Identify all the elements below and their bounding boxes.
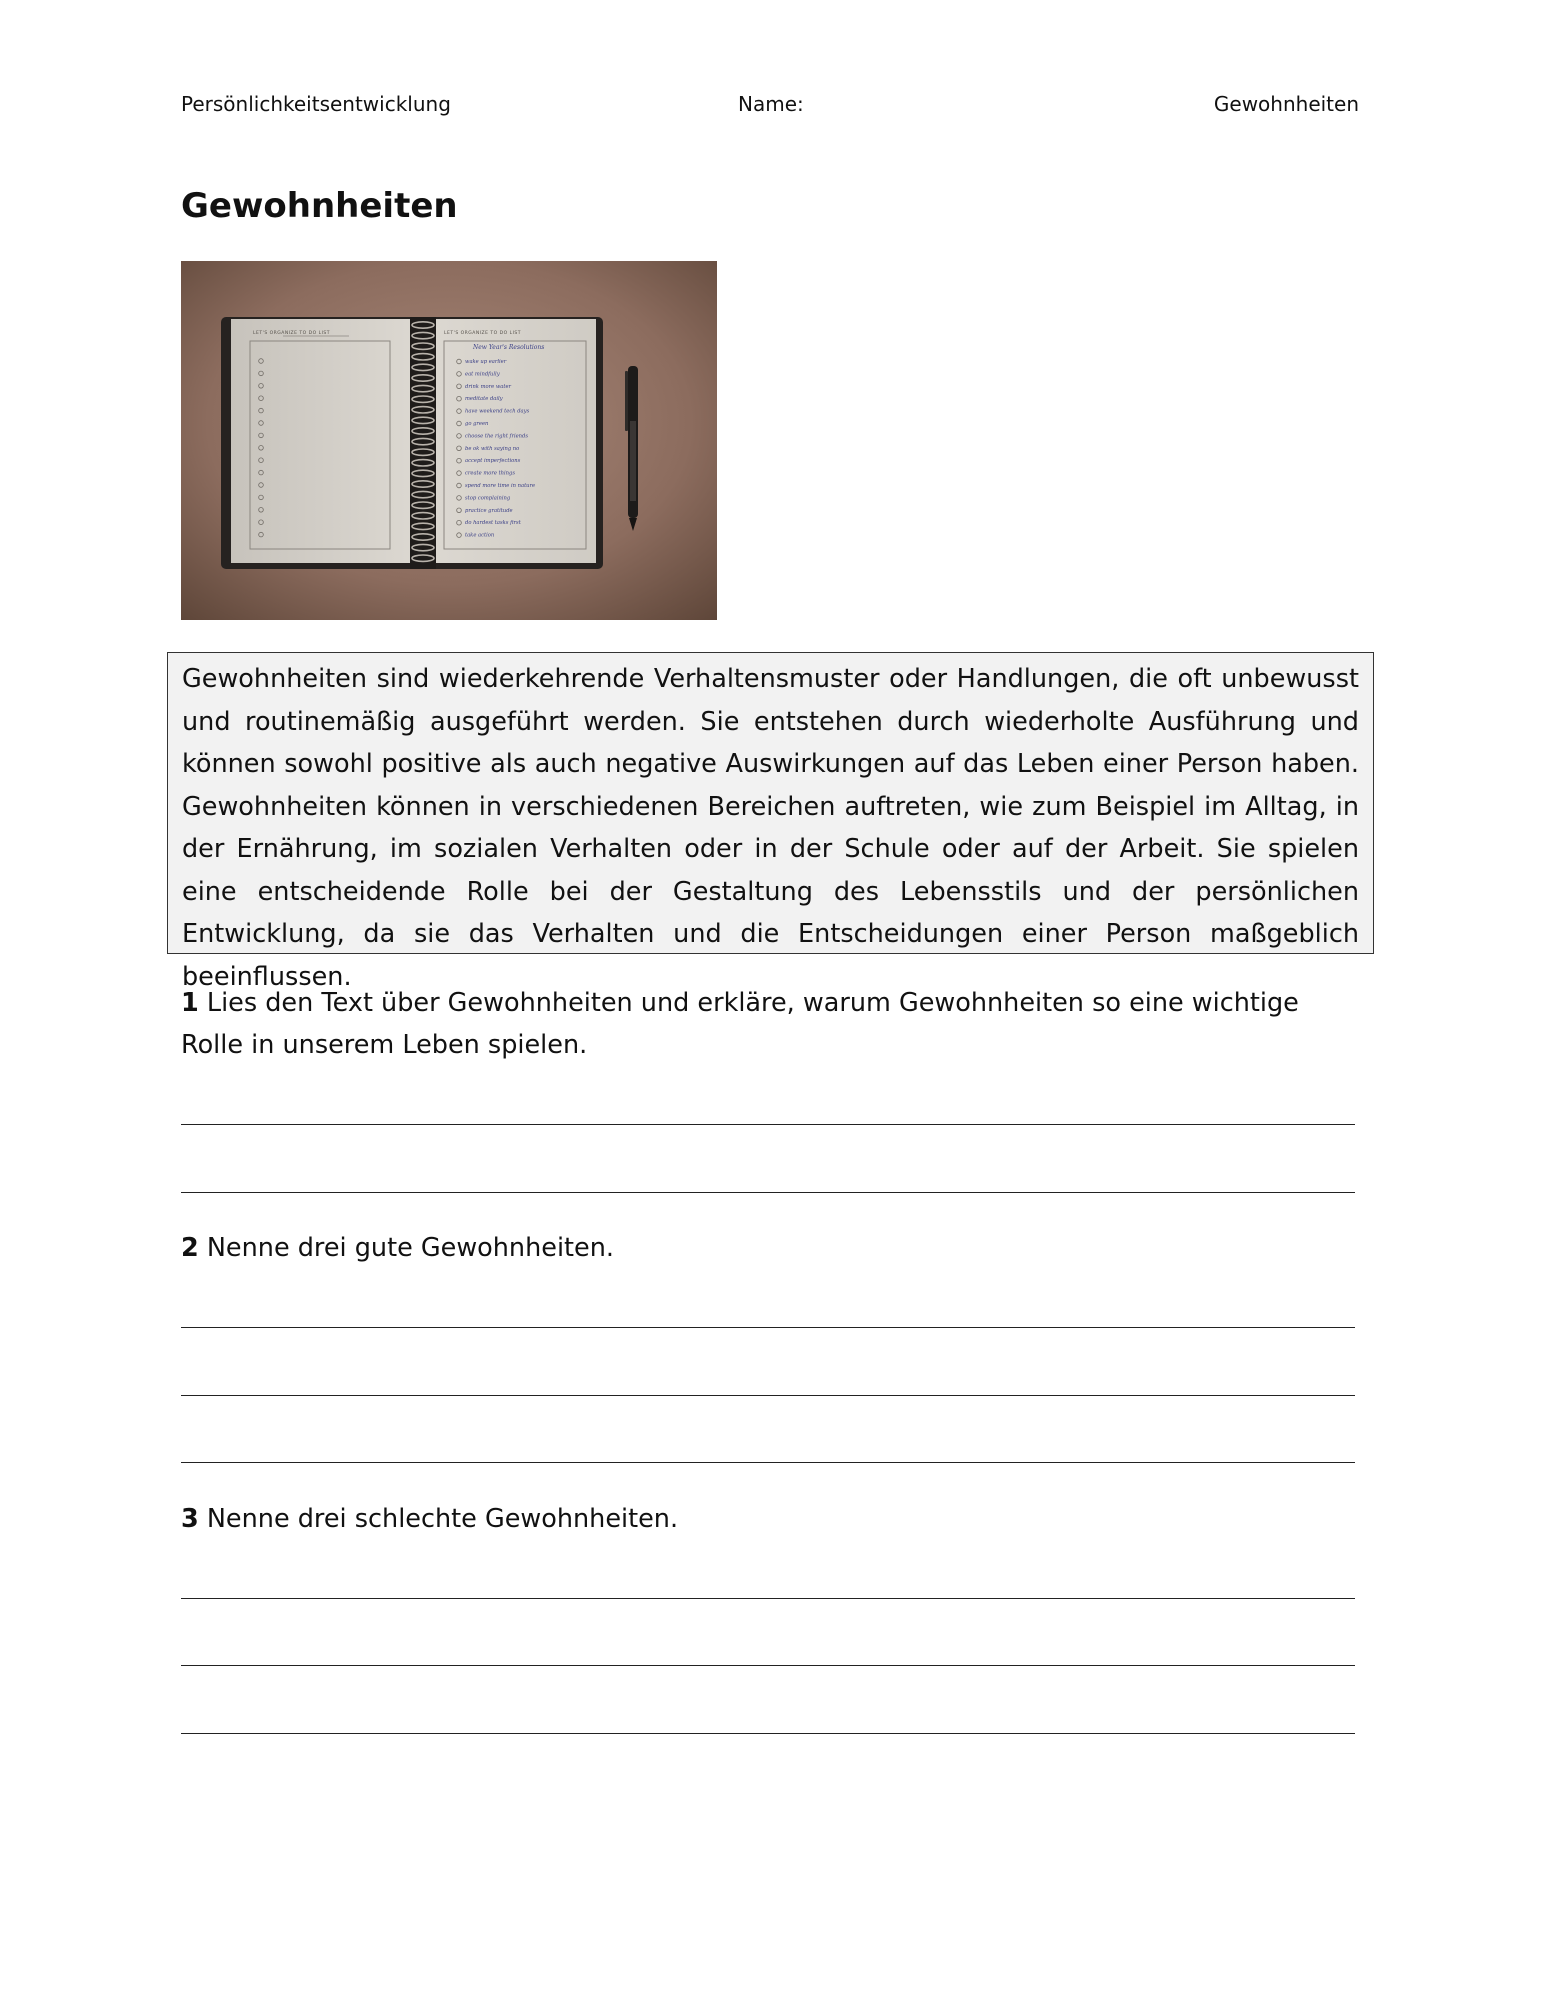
- photo-list-item: meditate daily: [465, 396, 503, 403]
- task-3: [181, 1498, 1361, 1540]
- photo-list-title: New Year's Resolutions: [473, 344, 545, 351]
- answer-line-2-3[interactable]: [181, 1462, 1355, 1463]
- header-subject: Persönlichkeitsentwicklung: [181, 92, 451, 116]
- task-1-number: 1: [181, 988, 199, 1018]
- photo-list-item: go green: [465, 421, 489, 427]
- task-1: [181, 982, 1361, 1066]
- photo-list-item: do hardest tasks first: [465, 520, 521, 527]
- task-1-text: Lies den Text über Gewohnheiten und erkläre, warum Gewohnheiten so eine wichtige Rolle in unserem Leben spielen.: [181, 988, 1299, 1060]
- answer-line-1-2[interactable]: [181, 1192, 1355, 1193]
- photo-list-item: eat mindfully: [465, 371, 500, 378]
- photo-list-item: take action: [465, 532, 495, 539]
- photo-list-item: drink more water: [465, 383, 512, 390]
- answer-line-2-1[interactable]: [181, 1327, 1355, 1328]
- photo-list-item: wake up earlier: [465, 359, 507, 365]
- task-2-number: 2: [181, 1233, 199, 1263]
- task-3-text: Nenne drei schlechte Gewohnheiten.: [198, 1504, 679, 1534]
- page-header: [181, 92, 1359, 120]
- notebook-photo: [181, 261, 717, 620]
- photo-left-page-heading: LET'S ORGANIZE TO DO LIST: [253, 331, 331, 336]
- task-2: [181, 1227, 1361, 1269]
- photo-right-page-heading: LET'S ORGANIZE TO DO LIST: [444, 331, 522, 336]
- photo-list-item: accept imperfections: [465, 458, 521, 465]
- header-name-label: Name:: [738, 92, 804, 116]
- photo-list-item: be ok with saying no: [465, 445, 520, 452]
- photo-list-item: create more things: [465, 470, 516, 477]
- header-topic: Gewohnheiten: [1213, 92, 1359, 116]
- answer-line-3-1[interactable]: [181, 1598, 1355, 1599]
- photo-list-item: stop complaining: [465, 495, 511, 502]
- answer-line-3-3[interactable]: [181, 1733, 1355, 1734]
- info-text-box: Gewohnheiten sind wiederkehrende Verhaltensmuster oder Handlungen, die oft unbewusst und routinemäßig ausgeführt werden. Sie entstehen durch wiederholte Ausführung und können sowohl positive als auch negative Auswirkungen auf das Leben einer Person haben. Gewohnheiten können in verschiedenen Bereichen auftreten, wie zum Beispiel im Alltag, in der Ernährung, im sozialen Verhalten oder in der Schule oder auf der Arbeit. Sie spielen eine entscheidende Rolle bei der Gestaltung des Lebensstils und der persönlichen Entwicklung, da sie das Verhalten und die Entscheidungen einer Person maßgeblich beeinflussen.: [167, 652, 1374, 954]
- photo-list-item: have weekend tech days: [465, 408, 530, 415]
- task-3-number: 3: [181, 1504, 199, 1534]
- answer-line-2-2[interactable]: [181, 1395, 1355, 1396]
- answer-line-1-1[interactable]: [181, 1124, 1355, 1125]
- worksheet-title: Gewohnheiten: [181, 186, 458, 226]
- task-2-text: Nenne drei gute Gewohnheiten.: [198, 1233, 614, 1263]
- answer-line-3-2[interactable]: [181, 1665, 1355, 1666]
- photo-list-item: choose the right friends: [465, 433, 529, 440]
- photo-list-item: practice gratitude: [465, 507, 513, 514]
- photo-list-item: spend more time in nature: [465, 483, 536, 489]
